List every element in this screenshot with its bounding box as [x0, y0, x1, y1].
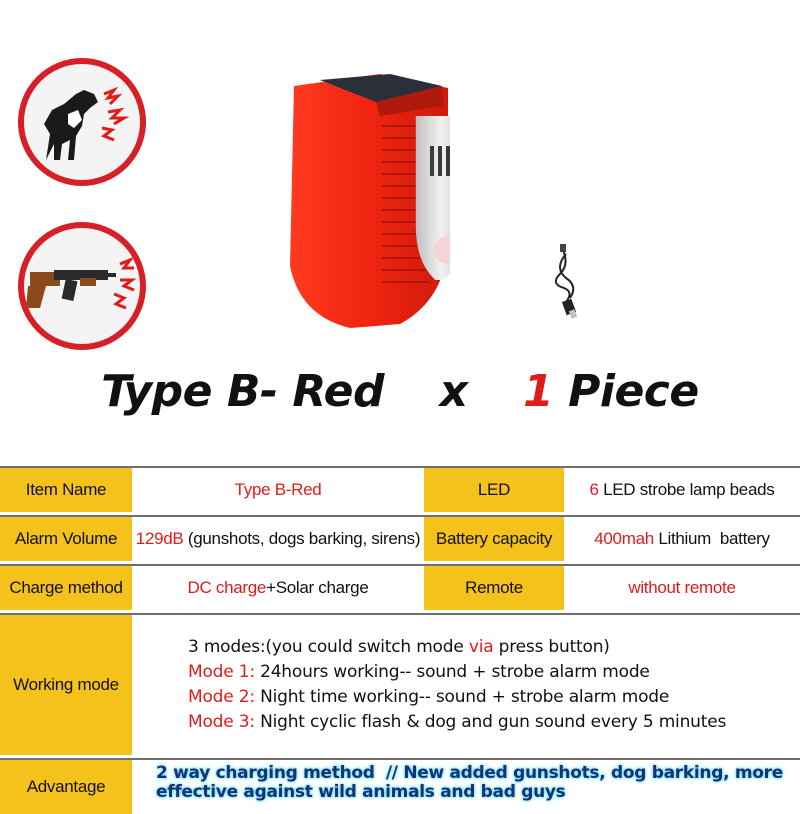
heading-product: Type B- Red	[101, 366, 384, 417]
working-mode-description	[132, 615, 800, 755]
alarm-volume-description: (gunshots, dogs barking, sirens)	[183, 529, 421, 548]
working-mode-label: Working mode	[0, 615, 132, 755]
item-name-label: Item Name	[0, 468, 132, 512]
battery-type: Lithium battery	[653, 529, 770, 548]
charge-method-dc: DC charge	[187, 578, 267, 597]
heading-unit: Piece	[568, 366, 699, 417]
led-count: 6	[589, 480, 599, 499]
spec-row-charge-method	[0, 566, 800, 610]
via-text: via	[468, 637, 494, 657]
led-description: LED strobe lamp beads	[598, 480, 775, 499]
remote-label: Remote	[424, 566, 564, 610]
alarm-volume-label: Alarm Volume	[0, 517, 132, 561]
mode-1-line: Mode 1: 24hours working-- sound + strobe alarm mode	[188, 662, 650, 682]
advantage-label: Advantage	[0, 760, 132, 814]
spec-table	[0, 466, 800, 814]
advantage-line-1: 2 way charging method // New added gunshots, dog barking, more	[156, 763, 783, 783]
alarm-volume-value	[132, 517, 424, 561]
heading-multiplier: x	[439, 366, 468, 417]
advantage-text	[132, 760, 800, 814]
usb-cable-image	[540, 244, 592, 320]
remote-value: without remote	[564, 566, 800, 610]
advantage-line-2: effective against wild animals and bad guys	[156, 782, 566, 802]
spec-row-item-name	[0, 468, 800, 512]
spec-row-alarm-volume	[0, 517, 800, 561]
product-type-heading	[0, 366, 800, 417]
led-value	[564, 468, 800, 512]
charge-method-value	[132, 566, 424, 610]
mode-2-line: Mode 2: Night time working-- sound + strobe alarm mode	[188, 687, 670, 707]
mode-3-line: Mode 3: Night cyclic flash & dog and gun sound every 5 minutes	[188, 712, 727, 732]
heading-quantity: 1	[523, 366, 554, 417]
spec-row-advantage	[0, 760, 800, 814]
spec-row-working-mode	[0, 615, 800, 755]
led-label: LED	[424, 468, 564, 512]
item-name-value: Type B-Red	[132, 468, 424, 512]
gunshot-icon	[18, 222, 146, 350]
charge-method-label: Charge method	[0, 566, 132, 610]
battery-capacity-label: Battery capacity	[424, 517, 564, 561]
battery-capacity-value	[564, 517, 800, 561]
working-mode-intro: 3 modes:(you could switch mode via press button)	[188, 637, 610, 657]
alarm-volume-db: 129dB	[135, 529, 184, 548]
solar-siren-alarm-image	[280, 66, 450, 336]
barking-dog-icon	[18, 58, 146, 186]
charge-method-solar: +Solar charge	[266, 578, 369, 597]
battery-capacity-mah: 400mah	[594, 529, 654, 548]
